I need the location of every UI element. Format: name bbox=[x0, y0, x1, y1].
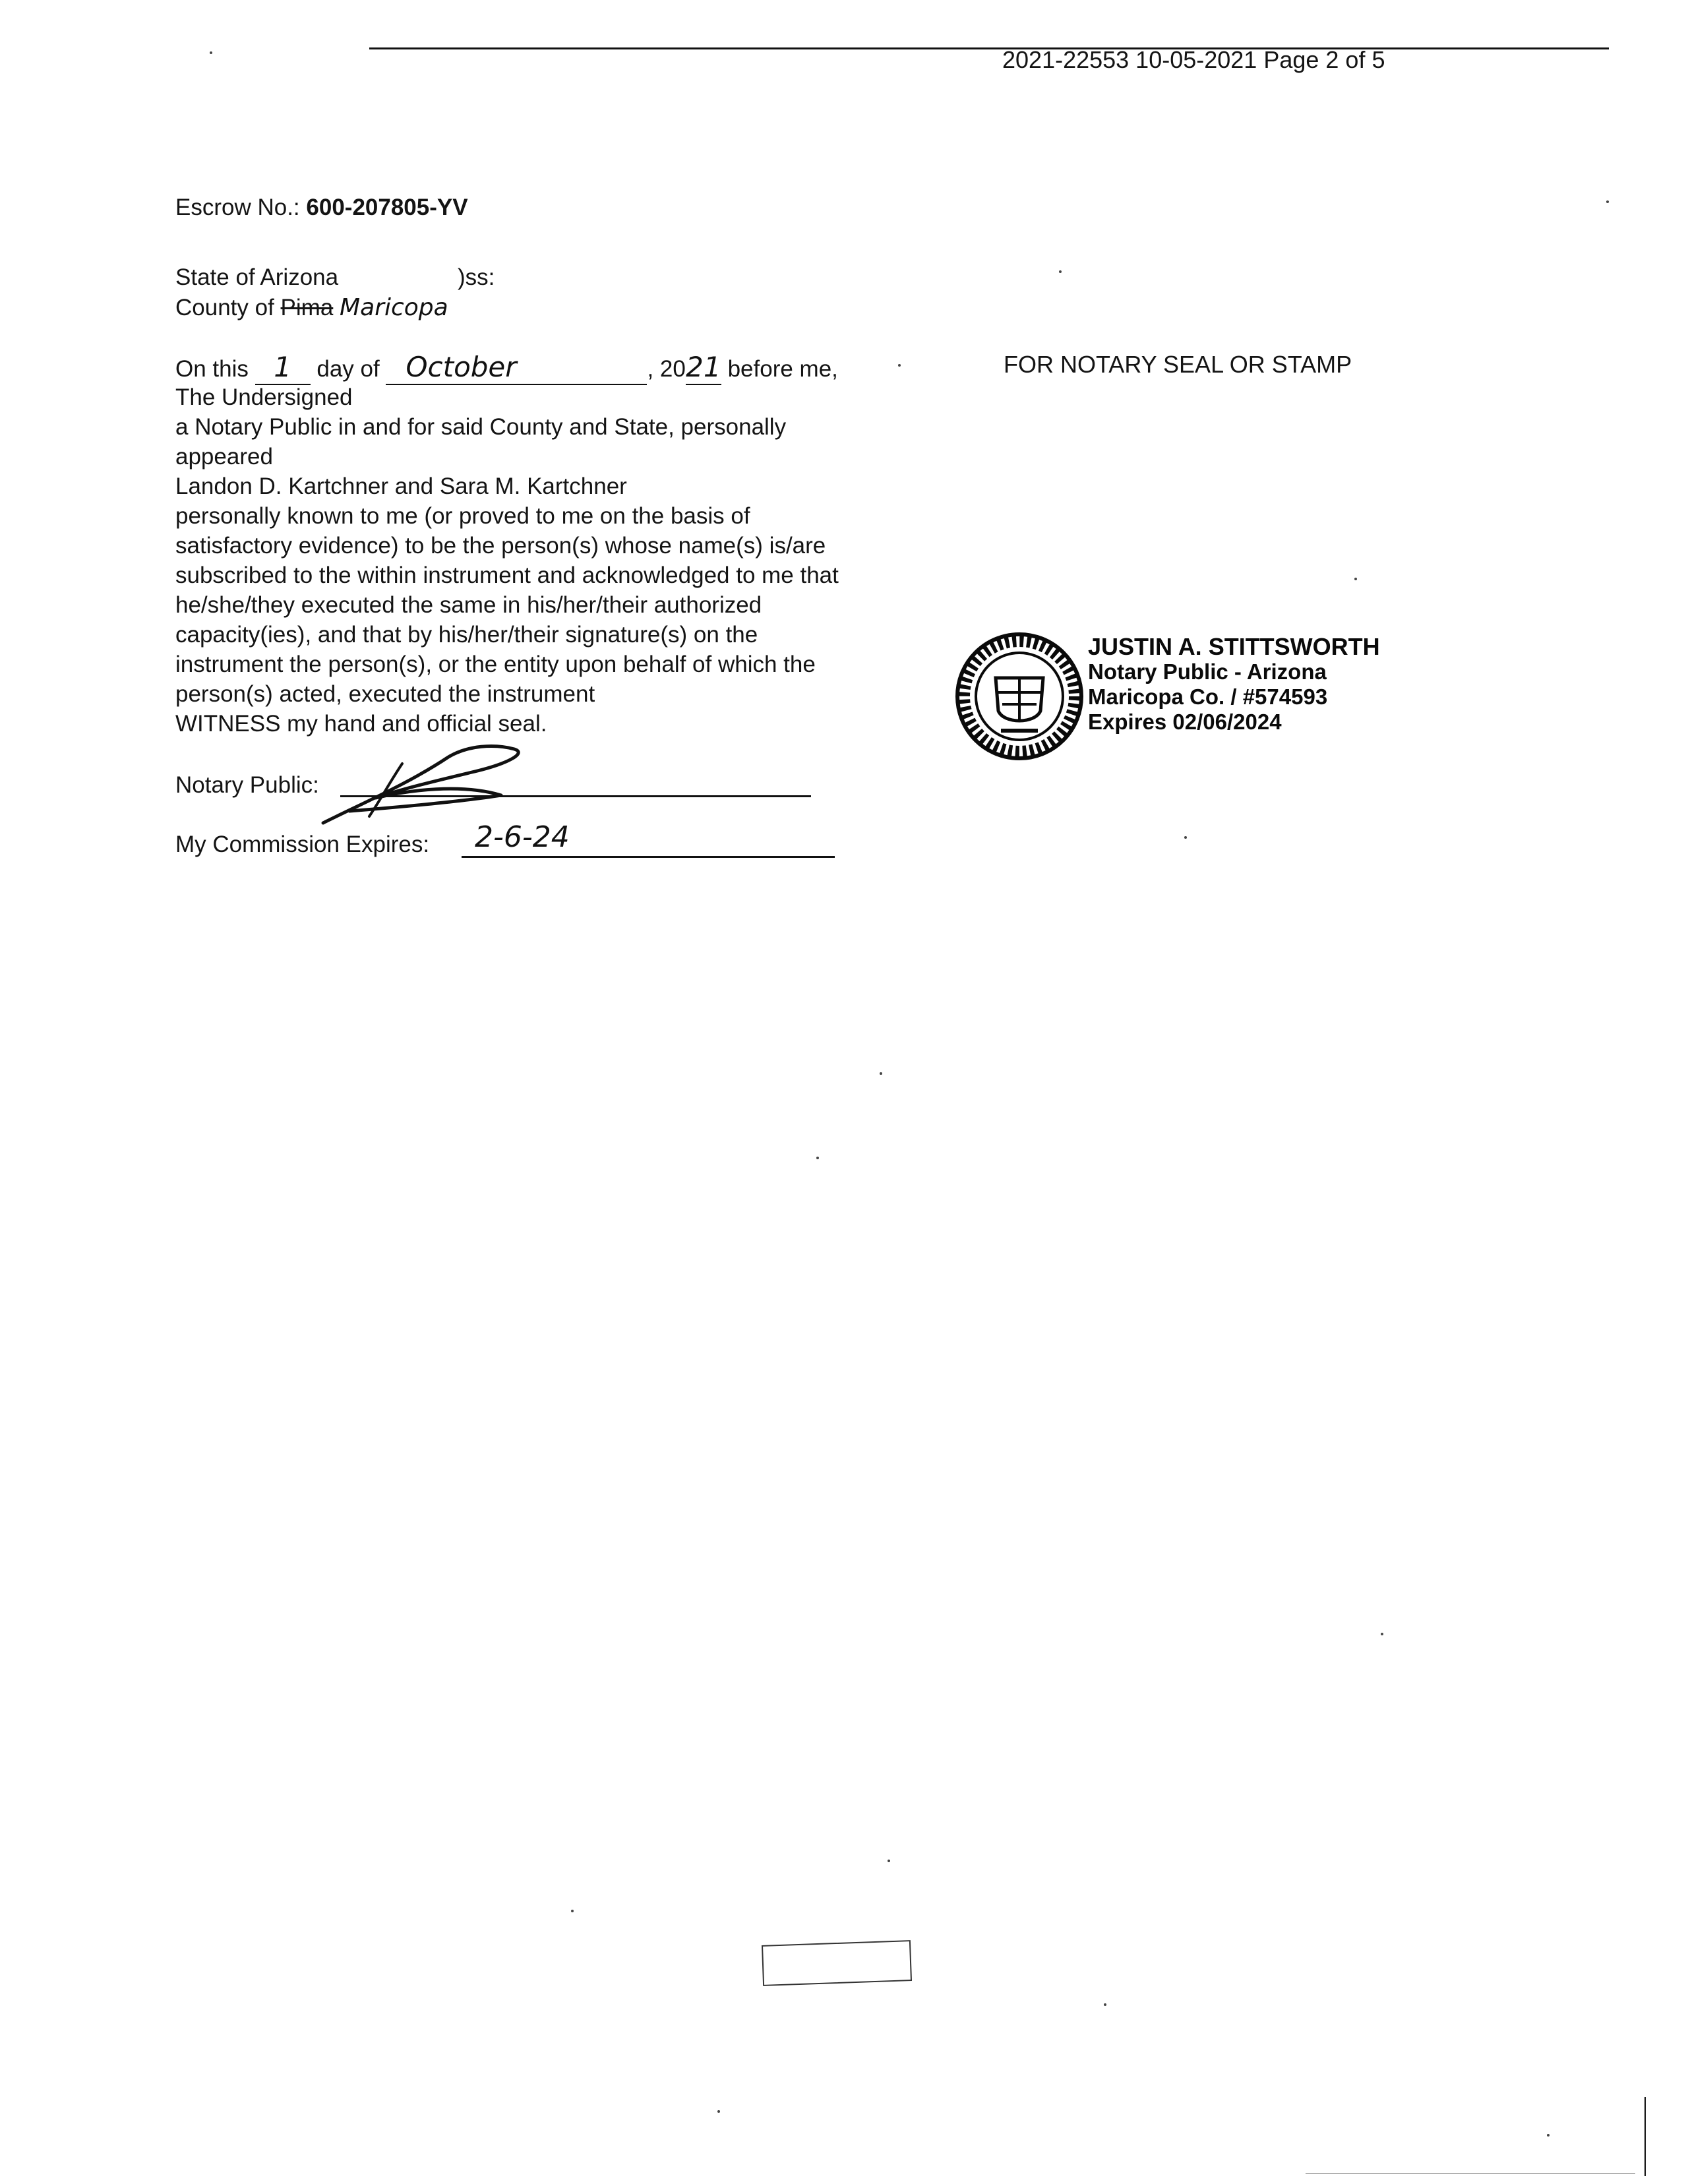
state-line: State of Arizona bbox=[175, 264, 339, 290]
year-prefix: , 20 bbox=[647, 356, 686, 382]
stamp-county: Maricopa Co. / #574593 bbox=[1088, 684, 1328, 709]
ack-line: instrument the person(s), or the entity upon behalf of which the bbox=[175, 652, 816, 677]
corner-mark-vertical bbox=[1644, 2097, 1646, 2176]
stamp-title: Notary Public - Arizona bbox=[1088, 659, 1327, 684]
commission-value: 2-6-24 bbox=[475, 820, 570, 854]
scan-speck bbox=[898, 364, 901, 367]
scan-speck bbox=[1547, 2134, 1550, 2137]
ack-line: WITNESS my hand and official seal. bbox=[175, 711, 547, 737]
scan-speck bbox=[880, 1072, 882, 1075]
ack-first-line bbox=[175, 352, 838, 385]
scan-speck bbox=[1184, 836, 1187, 839]
day-value: 1 bbox=[274, 351, 291, 383]
scan-speck bbox=[888, 1860, 890, 1862]
ack-line: Landon D. Kartchner and Sara M. Kartchner bbox=[175, 473, 627, 499]
acknowledgment-body bbox=[175, 382, 839, 739]
scan-speck bbox=[1354, 578, 1357, 580]
scan-speck bbox=[1104, 2003, 1106, 2006]
corner-mark-horizontal bbox=[1306, 2173, 1635, 2174]
scan-speck bbox=[1059, 270, 1062, 273]
day-of-label: day of bbox=[316, 356, 380, 382]
notary-seal-emblem bbox=[955, 632, 1084, 761]
escrow-line bbox=[175, 193, 468, 222]
county-line bbox=[175, 293, 448, 322]
scan-speck bbox=[816, 1157, 819, 1159]
scan-speck bbox=[717, 2110, 720, 2113]
county-label: County of bbox=[175, 295, 274, 320]
recording-reference: 2021-22553 10-05-2021 Page 2 of 5 bbox=[1002, 46, 1385, 73]
year-value: 21 bbox=[686, 351, 721, 383]
before-me-label: before me, bbox=[727, 356, 838, 382]
commission-label: My Commission Expires: bbox=[175, 832, 430, 857]
ss-mark: )ss: bbox=[458, 264, 495, 290]
ack-line: subscribed to the within instrument and acknowledged to me that bbox=[175, 562, 839, 588]
ack-line: personally known to me (or proved to me on the basis of bbox=[175, 503, 750, 529]
ack-line: appeared bbox=[175, 444, 273, 470]
ack-line: The Undersigned bbox=[175, 384, 353, 410]
ack-line: person(s) acted, executed the instrument bbox=[175, 681, 595, 707]
ack-line: capacity(ies), and that by his/her/their signature(s) on the bbox=[175, 622, 758, 648]
blank-tag bbox=[762, 1940, 912, 1986]
on-this-label: On this bbox=[175, 356, 249, 382]
scan-speck bbox=[571, 1910, 574, 1912]
scan-speck bbox=[1381, 1633, 1383, 1635]
county-struck: Pima bbox=[280, 295, 334, 320]
scan-speck bbox=[1606, 200, 1609, 203]
commission-line bbox=[462, 856, 835, 858]
ack-line: satisfactory evidence) to be the person(s) whose name(s) is/are bbox=[175, 533, 826, 559]
stamp-expires: Expires 02/06/2024 bbox=[1088, 710, 1282, 734]
escrow-label: Escrow No.: bbox=[175, 195, 300, 220]
seal-area-label: FOR NOTARY SEAL OR STAMP bbox=[1004, 351, 1352, 378]
ack-line: he/she/they executed the same in his/her/their authorized bbox=[175, 592, 762, 618]
month-value: October bbox=[406, 351, 517, 383]
county-handwritten: Maricopa bbox=[340, 294, 448, 321]
stamp-name: JUSTIN A. STITTSWORTH bbox=[1088, 633, 1380, 660]
escrow-number: 600-207805-YV bbox=[306, 195, 468, 220]
scan-speck bbox=[210, 51, 212, 54]
notary-signature bbox=[310, 737, 554, 830]
ack-line: a Notary Public in and for said County and State, personally bbox=[175, 414, 787, 440]
header-rule bbox=[369, 47, 1609, 49]
notary-public-label: Notary Public: bbox=[175, 772, 319, 798]
notary-stamp-text bbox=[1088, 634, 1380, 735]
